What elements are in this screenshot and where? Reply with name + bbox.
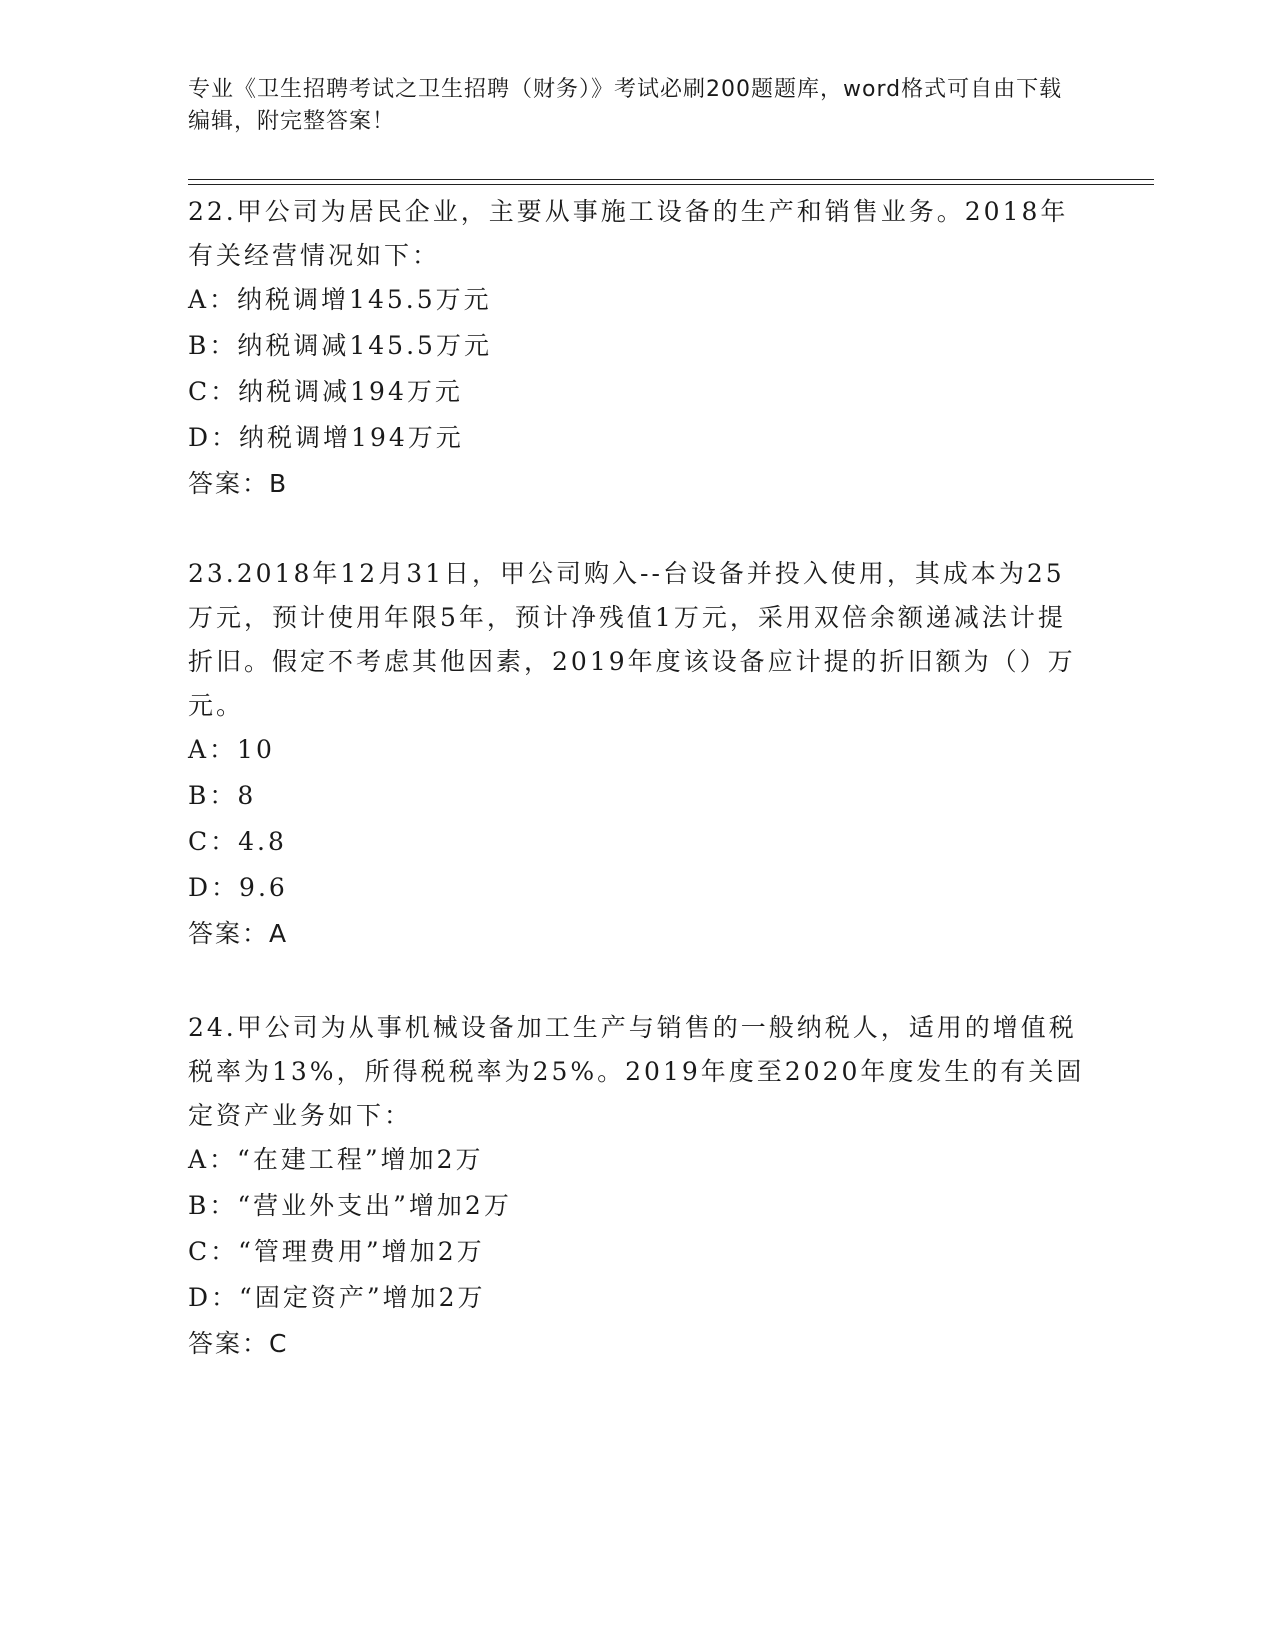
question-stem: 23.2018年12月31日，甲公司购入--台设备并投入使用，其成本为25万元，预计使用年限5年，预计净残值1万元，采用双倍余额递减法计提折旧。假定不考虑其他因素，2019年度该设备应计提的折旧额为（）万元。 [188,559,1076,720]
question-stem: 24.甲公司为从事机械设备加工生产与销售的一般纳税人，适用的增值税税率为13%，所得税税率为25%。2019年度至2020年度发生的有关固定资产业务如下： [188,1013,1085,1130]
option-a: A：10 [188,735,275,764]
option-c: C：“管理费用”增加2万 [188,1237,485,1266]
header-divider-bottom [188,184,1154,185]
option-c: C：纳税调减194万元 [188,377,463,406]
option-b: B：“营业外支出”增加2万 [188,1191,512,1220]
option-b: B：8 [188,781,257,810]
question-stem: 22.甲公司为居民企业，主要从事施工设备的生产和销售业务。2018年有关经营情况如下： [188,197,1069,270]
option-d: D：“固定资产”增加2万 [188,1283,486,1312]
option-c: C：4.8 [188,827,287,856]
document-header: 专业《卫生招聘考试之卫生招聘（财务）》考试必刷200题题库，word格式可自由下载编辑，附完整答案！ [188,77,1063,134]
answer: 答案：A [188,919,289,948]
option-a: A：纳税调增145.5万元 [188,285,492,314]
option-a: A：“在建工程”增加2万 [188,1145,484,1174]
answer: 答案：B [188,469,289,498]
question-24 [188,1006,1088,1368]
option-b: B：纳税调减145.5万元 [188,331,492,360]
question-23 [188,552,1088,958]
option-d: D：9.6 [188,873,288,902]
question-22 [188,190,1088,508]
header-divider-top [188,179,1154,180]
option-d: D：纳税调增194万元 [188,423,464,452]
answer: 答案：C [188,1329,289,1358]
